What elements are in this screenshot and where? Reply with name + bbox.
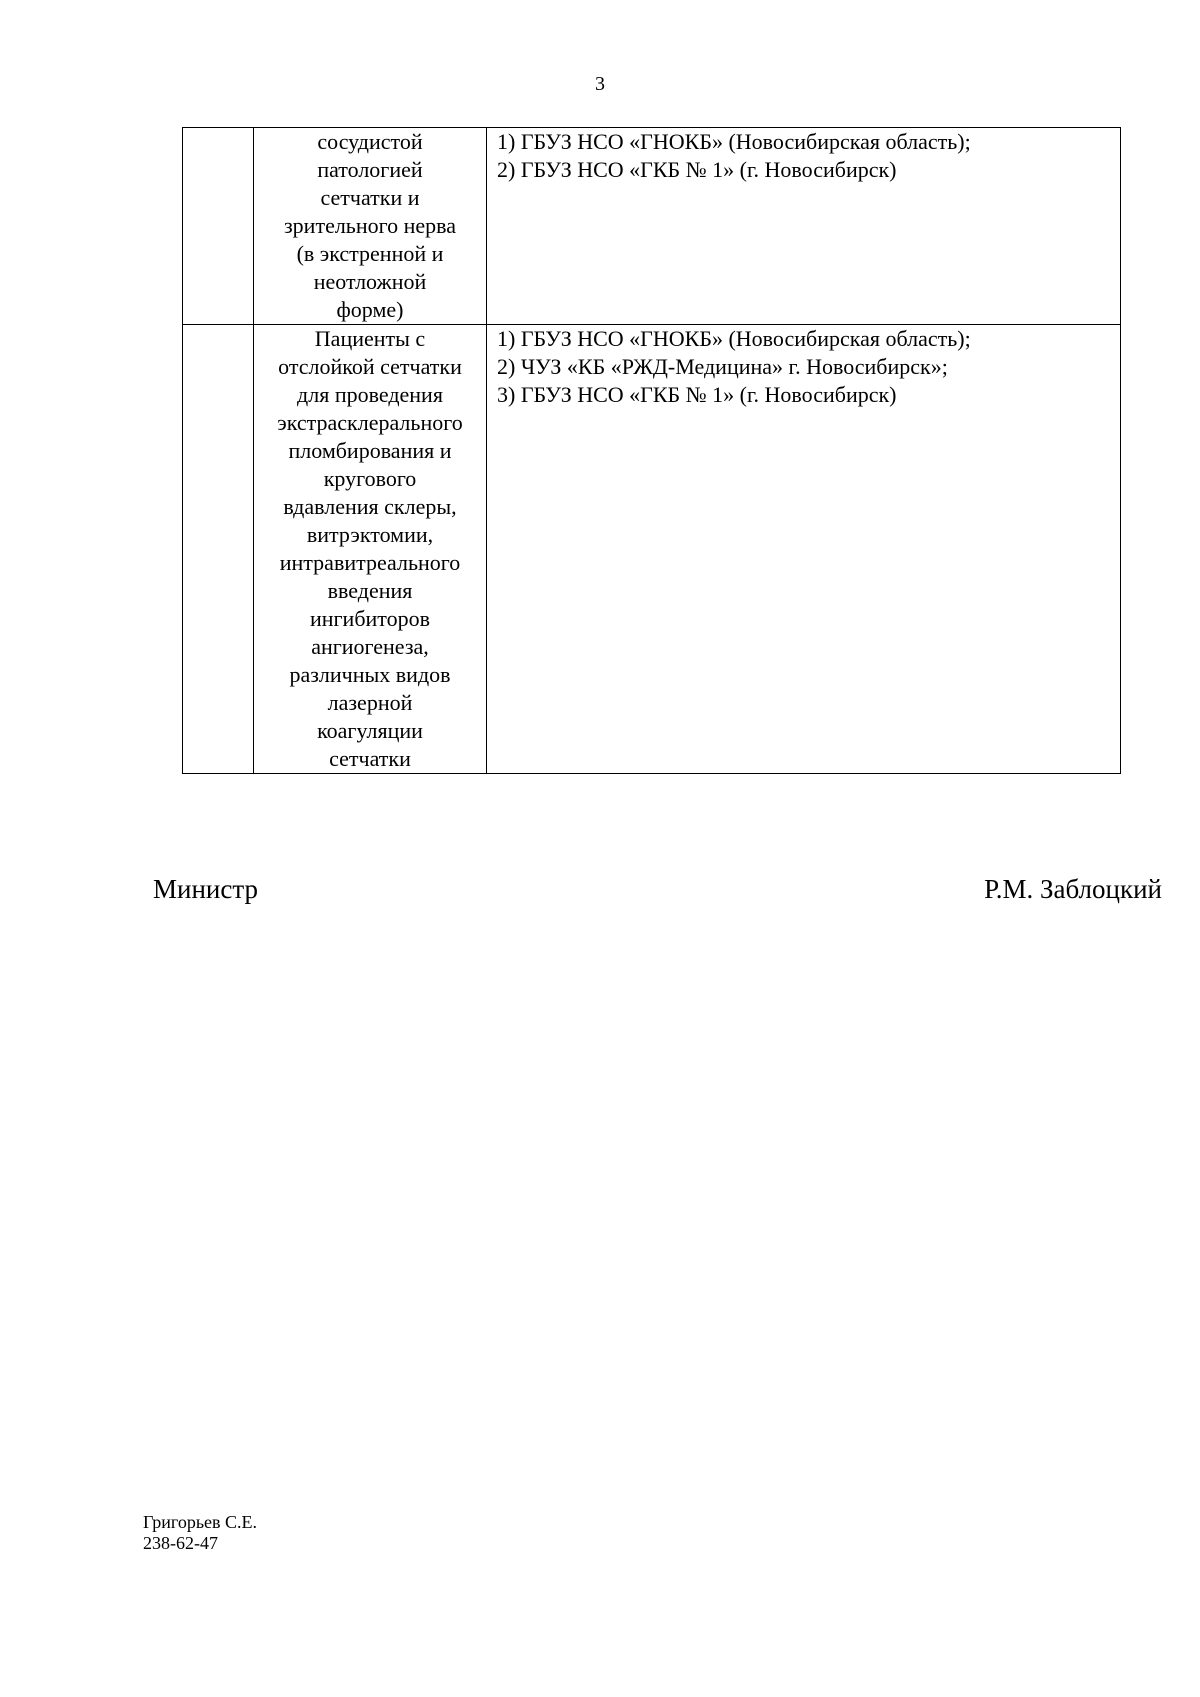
page-number: 3 [595,73,605,95]
organization-item: 1) ГБУЗ НСО «ГНОКБ» (Новосибирская область); [497,326,971,351]
category-line: патологией [317,157,423,182]
category-line: вдавления склеры, [283,494,457,519]
category-line: коагуляции [317,718,423,743]
table-row [183,325,1121,774]
category-line: витрэктомии, [306,522,434,547]
category-line: введения [327,578,413,603]
medical-organizations-cell [487,325,1121,774]
medical-organizations-cell [487,128,1121,325]
organization-item: 2) ЧУЗ «КБ «РЖД-Медицина» г. Новосибирск»; [497,354,948,379]
category-line: (в экстренной и [296,241,444,266]
category-line: ингибиторов [309,606,431,631]
routing-table [182,127,1121,774]
category-line: кругового [323,466,417,491]
category-line: неотложной [313,269,427,294]
executor-block [143,1512,257,1554]
table-row [183,128,1121,325]
category-line: Пациенты с [314,326,426,351]
patient-category-cell [254,325,487,774]
signatory-name: Р.М. Заблоцкий [984,874,1162,904]
category-line: лазерной [327,690,413,715]
executor-phone: 238-62-47 [143,1533,218,1553]
signature-block [0,872,1200,906]
organization-item: 2) ГБУЗ НСО «ГКБ № 1» (г. Новосибирск) [497,157,897,182]
organization-item: 3) ГБУЗ НСО «ГКБ № 1» (г. Новосибирск) [497,382,897,407]
patient-category-cell [254,128,487,325]
category-line: сетчатки и [320,185,420,210]
executor-name: Григорьев С.Е. [143,1512,258,1532]
category-line: отслойкой сетчатки [278,354,462,379]
signatory-position: Министр [153,874,258,904]
row-number-cell [183,325,254,774]
organization-item: 1) ГБУЗ НСО «ГНОКБ» (Новосибирская область); [497,129,971,154]
category-line: зрительного нерва [283,213,456,238]
routing-table-body [183,128,1121,774]
category-line: интравитреального [279,550,461,575]
category-line: сетчатки [329,746,411,771]
category-line: ангиогенеза, [311,634,429,659]
category-line: для проведения [297,382,443,407]
category-line: экстрасклерального [277,410,463,435]
category-line: форме) [336,297,404,322]
category-line: пломбирования и [288,438,452,463]
row-number-cell [183,128,254,325]
category-line: различных видов [289,662,451,687]
category-line: сосудистой [317,129,423,154]
